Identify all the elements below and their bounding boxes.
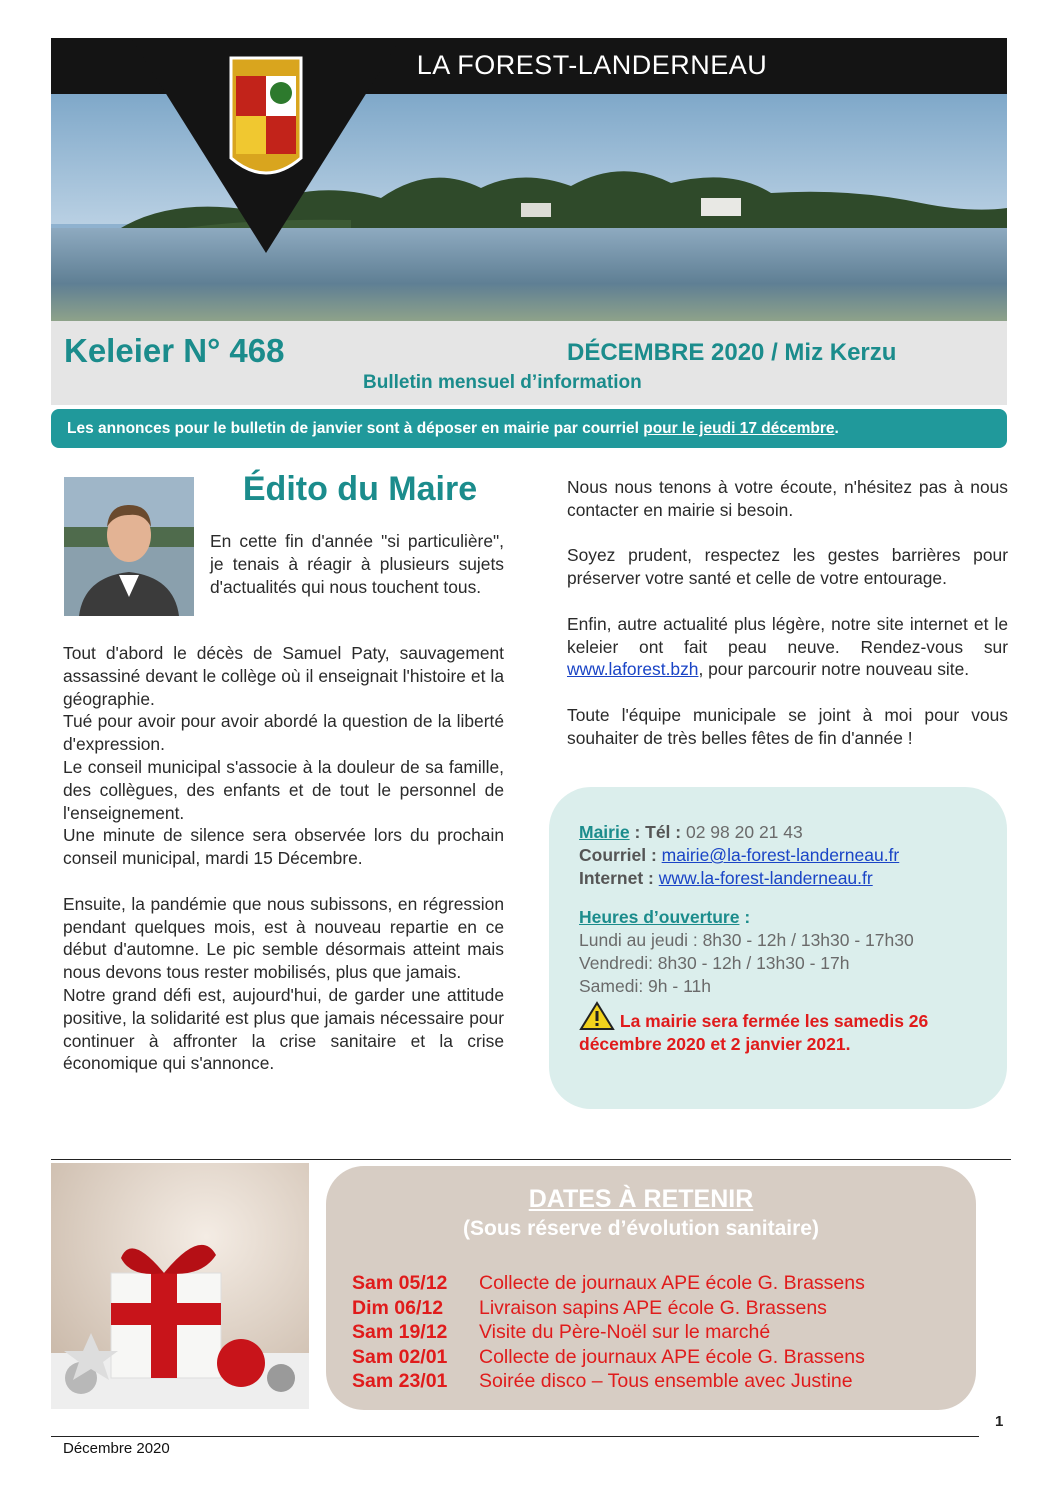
notice-end: . (834, 420, 839, 437)
event-label: Soirée disco – Tous ensemble avec Justine (479, 1370, 853, 1392)
edito-paragraph: Ensuite, la pandémie que nous subissons, en régression pendant quelques mois, est à nouveau repartie en ce début d'automne. Le pic semble désormais atteint mais nous devons tous rester mobilisés, plus que jamais. (63, 893, 504, 983)
list-item (352, 1271, 865, 1296)
town-name: LA FOREST-LANDERNEAU (416, 50, 768, 80)
hours-line: Lundi au jeudi : 8h30 - 12h / 13h30 - 17h30 (579, 930, 914, 950)
dates-title: DATES À RETENIR (528, 1185, 754, 1213)
coat-of-arms-icon (231, 58, 301, 188)
footer-divider (51, 1436, 979, 1437)
mairie-phone: 02 98 20 21 43 (685, 822, 803, 842)
issue-subtitle: Bulletin mensuel d’information (363, 372, 642, 393)
web-label: Internet : (579, 868, 659, 888)
list-item (352, 1320, 865, 1345)
notice-text: Les annonces pour le bulletin de janvier sont à déposer en mairie par courriel (67, 420, 644, 437)
edito-paragraph: Soyez prudent, respectez les gestes barrières pour préserver votre santé et celle de votre entourage. (567, 545, 1008, 589)
event-date: Sam 02/01 (352, 1345, 448, 1368)
page-number: 1 (995, 1413, 1004, 1430)
list-item (352, 1296, 865, 1321)
header-banner (51, 38, 1007, 321)
footer-date: Décembre 2020 (63, 1440, 170, 1457)
closure-warning: La mairie sera fermée les samedis 26 décembre 2020 et 2 janvier 2021. (579, 1011, 929, 1054)
dates-list (352, 1271, 865, 1394)
dates-subtitle: (Sous réserve d’évolution sanitaire) (463, 1217, 819, 1240)
notice-deadline: pour le jeudi 17 décembre (643, 420, 835, 437)
edito-paragraph: Tout d'abord le décès de Samuel Paty, sauvagement assassiné devant le collège où il enseignait l'histoire et la géographie. (63, 643, 504, 709)
christmas-gift-image (51, 1163, 309, 1409)
event-date: Sam 05/12 (352, 1272, 448, 1294)
list-item (352, 1369, 865, 1394)
event-label: Collecte de journaux APE école G. Brassens (479, 1345, 865, 1368)
title-band (51, 321, 1007, 405)
edito-paragraph: Une minute de silence sera observée lors du prochain conseil municipal, mardi 15 Décembre. (63, 825, 504, 869)
issue-title: Keleier N° 468 (64, 332, 285, 369)
dates-box (326, 1166, 976, 1410)
email-label: Courriel : (579, 845, 662, 865)
tel-label: : Tél : (629, 822, 686, 842)
edito-paragraph: Toute l'équipe municipale se joint à moi pour vous souhaiter de très belles fêtes de fin d'année ! (567, 704, 1008, 748)
event-date: Dim 06/12 (352, 1296, 444, 1319)
section-divider (51, 1159, 1011, 1160)
list-item (352, 1345, 865, 1370)
issue-date: DÉCEMBRE 2020 / Miz Kerzu (567, 339, 897, 366)
edito-paragraph-website: Enfin, autre actualité plus légère, notre site internet et le keleier ont fait peau neuve. Rendez-vous sur www.laforest.bzh, pour parcourir notre nouveau site. (567, 613, 1008, 680)
notice-banner (51, 409, 1007, 448)
edito-paragraph: Le conseil municipal s'associe à la douleur de sa famille, des collègues, des enfants et de tout le personnel de l'enseignement. (63, 756, 504, 823)
hours-line: Samedi: 9h - 11h (579, 976, 711, 996)
edito-intro: En cette fin d'année "si particulière", je tenais à réagir à plusieurs sujets d'actualités qui nous touchent tous. (210, 531, 504, 597)
website-link[interactable]: www.laforest.bzh (567, 659, 699, 680)
event-date: Sam 19/12 (352, 1321, 448, 1343)
edito-right-column (567, 476, 1008, 750)
hours-title: Heures d’ouverture (579, 907, 740, 927)
event-label: Visite du Père-Noël sur le marché (479, 1321, 771, 1343)
hours-line: Vendredi: 8h30 - 12h / 13h30 - 17h (579, 953, 850, 973)
mairie-info-box (549, 787, 1007, 1109)
edito-heading: Édito du Maire (242, 470, 478, 508)
edito-left-column (63, 642, 504, 1075)
hours-colon: : (739, 907, 751, 927)
event-label: Livraison sapins APE école G. Brassens (479, 1296, 827, 1319)
mairie-website-link[interactable]: www.la-forest-landerneau.fr (658, 868, 873, 888)
edito-paragraph: Tué pour avoir pour avoir abordé la question de la liberté d'expression. (63, 711, 504, 755)
mairie-email-link[interactable]: mairie@la-forest-landerneau.fr (661, 845, 900, 865)
event-label: Collecte de journaux APE école G. Brassens (479, 1272, 865, 1294)
edito-paragraph: Nous nous tenons à votre écoute, n'hésitez pas à nous contacter en mairie si besoin. (567, 477, 1008, 520)
warning-triangle-icon (579, 1001, 615, 1031)
edito-paragraph: Notre grand défi est, aujourd'hui, de garder une attitude positive, la solidarité est plus que jamais nécessaire pour continuer à affronter la crise sanitaire et la crise économique qui s'annonce. (63, 984, 504, 1074)
mairie-title: Mairie (579, 822, 630, 842)
event-date: Sam 23/01 (352, 1370, 448, 1392)
mayor-photo (64, 477, 194, 616)
